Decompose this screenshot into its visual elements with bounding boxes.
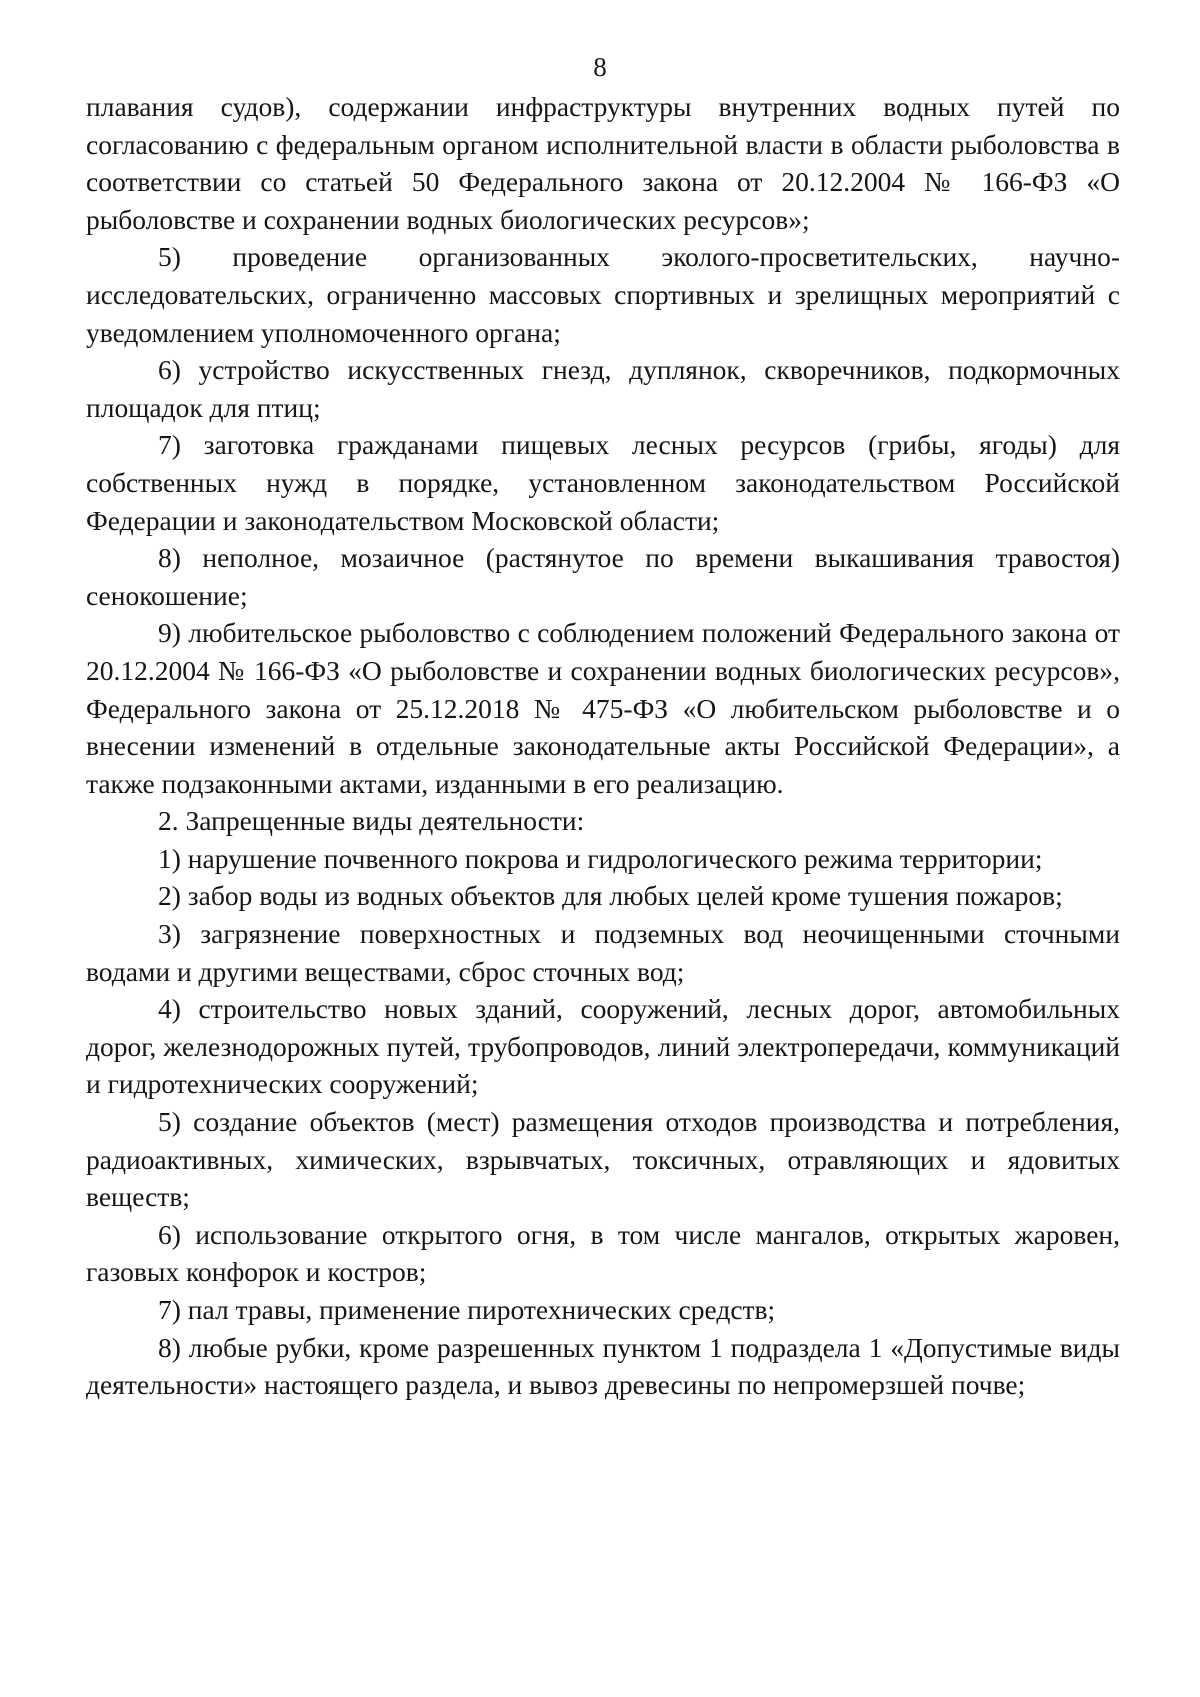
paragraph: 7) заготовка гражданами пищевых лесных ресурсов (грибы, ягоды) для собственных нужд в порядке, установленном законодательством Российской Федерации и законодательством Московской области; xyxy=(86,429,1120,536)
paragraph: 4) строительство новых зданий, сооружений, лесных дорог, автомобильных дорог, железнодорожных путей, трубопроводов, линий электропередачи, коммуникаций и гидротехнических сооружений; xyxy=(86,993,1120,1100)
paragraph: 2) забор воды из водных объектов для любых целей кроме тушения пожаров; xyxy=(158,880,1063,912)
paragraph: 6) использование открытого огня, в том числе мангалов, открытых жаровен, газовых конфорок и костров; xyxy=(86,1218,1120,1288)
paragraph: 5) проведение организованных эколого-просветительских, научно-исследовательских, ограниченно массовых спортивных и зрелищных мероприятий с уведомлением уполномоченного органа; xyxy=(86,241,1120,348)
paragraph: 8) любые рубки, кроме разрешенных пунктом 1 подраздела 1 «Допустимые виды деятельности» настоящего раздела, и вывоз древесины по непромерзшей почве; xyxy=(86,1331,1120,1401)
paragraph: 8) неполное, мозаичное (растянутое по времени выкашивания травостоя) сенокошение; xyxy=(86,542,1120,611)
paragraph: 3) загрязнение поверхностных и подземных вод неочищенными сточными водами и другими веществами, сброс сточных вод; xyxy=(86,918,1120,987)
paragraph: 2. Запрещенные виды деятельности: xyxy=(158,805,585,837)
page-number: 8 xyxy=(593,52,607,82)
paragraph: 6) устройство искусственных гнезд, дуплянок, скворечников, подкормочных площадок для птиц; xyxy=(86,354,1120,423)
document-body xyxy=(86,88,1120,1404)
paragraph: плавания судов), содержании инфраструктуры внутренних водных путей по согласованию с федеральным органом исполнительной власти в области рыболовства в соответствии со статьей 50 Федерального закона от 20.12.2004 № 166-ФЗ «О рыболовстве и сохранении водных биологических ресурсов»; xyxy=(86,91,1120,235)
paragraph: 1) нарушение почвенного покрова и гидрологического режима территории; xyxy=(158,842,1043,874)
paragraph: 7) пал травы, применение пиротехнических средств; xyxy=(158,1294,776,1325)
paragraph: 9) любительское рыболовство с соблюдением положений Федерального закона от 20.12.2004 № 166-ФЗ «О рыболовстве и сохранении водных биологических ресурсов», Федерального закона от 25.12.2018 № 475-ФЗ «О любительском рыболовстве и о внесении изменений в отдельные законодательные акты Российской Федерации», а также подзаконными актами, изданными в его реализацию. xyxy=(86,617,1120,799)
paragraph: 5) создание объектов (мест) размещения отходов производства и потребления, радиоактивных, химических, взрывчатых, токсичных, отравляющих и ядовитых веществ; xyxy=(86,1106,1120,1213)
